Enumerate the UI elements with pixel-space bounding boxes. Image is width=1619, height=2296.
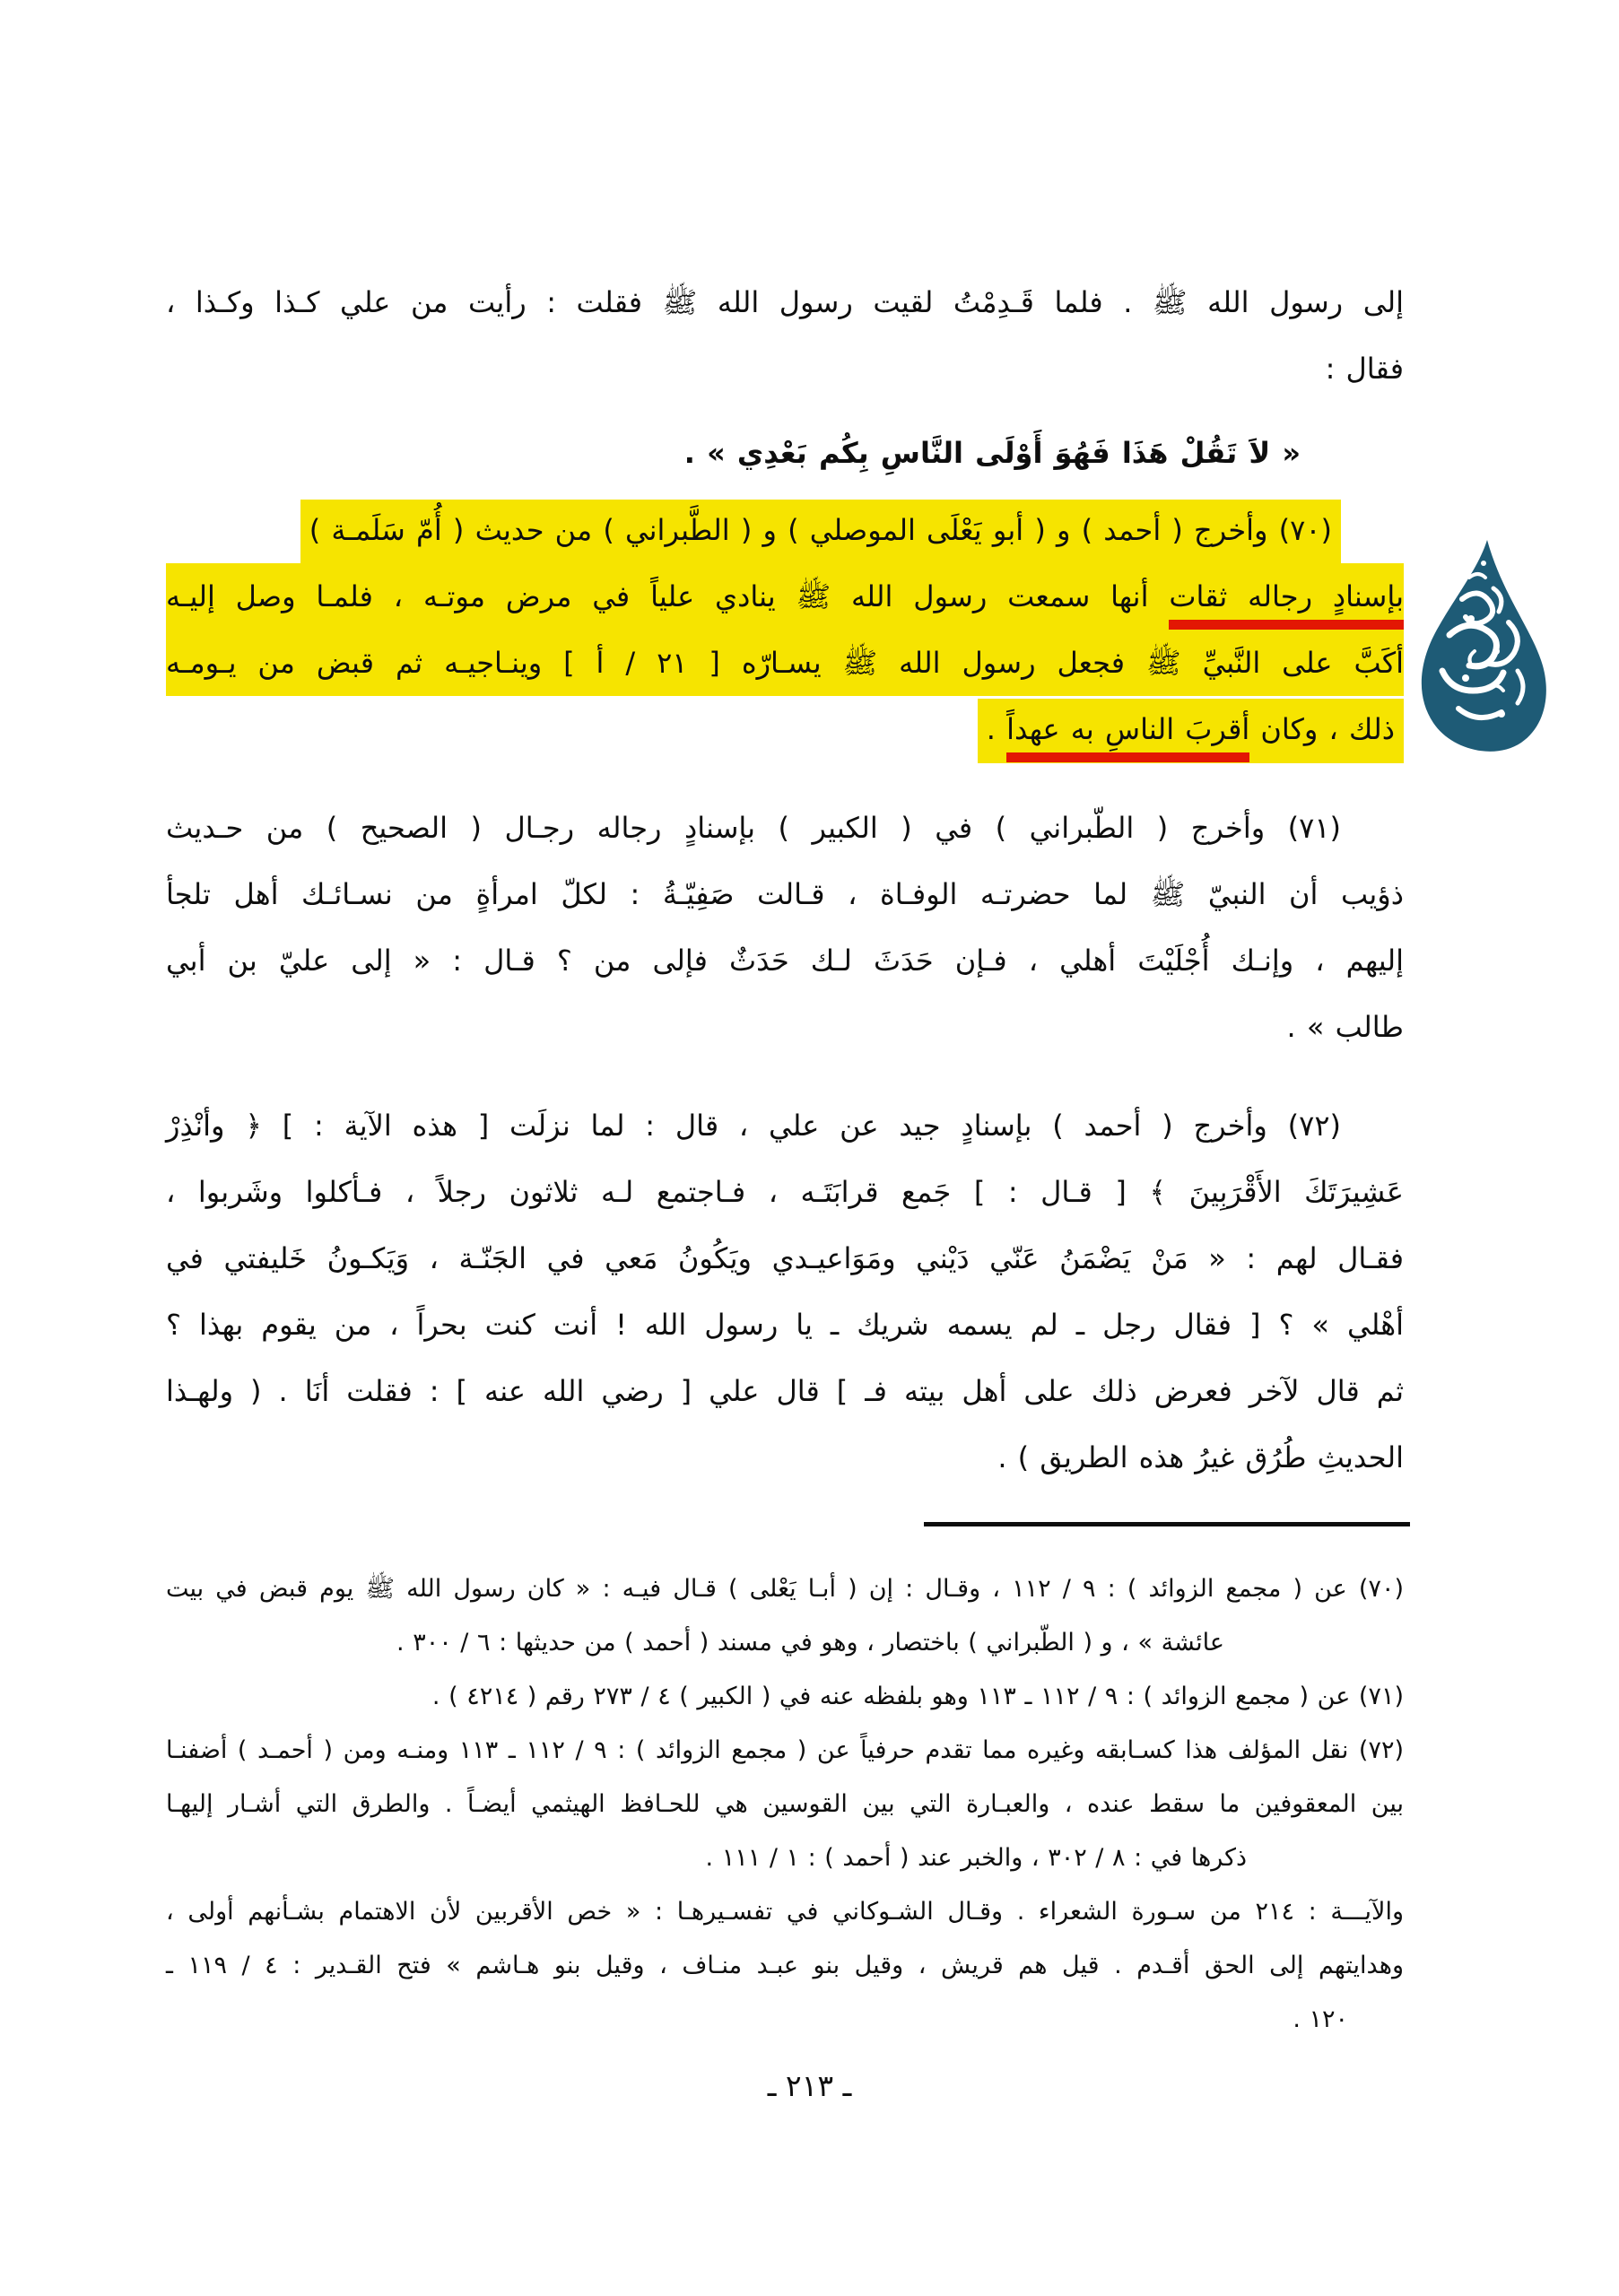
highlight-mark	[978, 699, 1404, 763]
red-underlined-phrase-isnad: بإسنادٍ رجاله ثقات	[1169, 579, 1404, 630]
p70-line-2-rest: أنها سمعت رسول الله ﷺ ينادي علياً في مرض موتـه ، فلمـا وصل إليـه	[166, 579, 1170, 613]
p72-line-3: فقـال لهم : « مَنْ يَضْمَنُ عَنّي دَيْني ومَوَاعيـدي ويَكُونُ مَعي في الجَنّـة ، وَيَكـونُ خَليفتي في	[166, 1241, 1404, 1275]
calligraphy-drop-watermark-icon	[1408, 536, 1552, 762]
fn70-line-2: عائشة » ، و ( الطّبراني ) باختصار ، وهو في مسند ( أحمد ) من حديثها : ٦ / ٣٠٠ .	[396, 1629, 1224, 1657]
fn72-line-6: ١٢٠ .	[1293, 2005, 1348, 2033]
p72-line-5: ثم قال لآخر فعرض ذلك على أهل بيته فـ ] قال علي [ رضي الله عنه ] : فقلت أنَا . ( ولهـذا	[166, 1374, 1404, 1408]
p70-line-3: أكَبَّ على النَّبيِّ ﷺ فجعل رسول الله ﷺ يسـارّه [ ٢١ / أ ] وينـاجيـه ثم قبض من يـومـه	[166, 630, 1404, 696]
p71-line-2: ذؤيب أن النبيّ ﷺ لما حضرتـه الوفـاة ، قـالت صَفِيّـةُ : لكلّ امرأةٍ من نسـائـك أهل تلجأ	[166, 877, 1404, 911]
p71-line-1: (٧١) وأخرج ( الطّبراني ) في ( الكبير ) بإسنادٍ رجاله رجـال ( الصحيح ) من حـديث	[166, 811, 1341, 845]
fn70-line-1: (٧٠) عن ( مجمع الزوائد ) : ٩ / ١١٢ ، وقـال : إن ( أبـا يَعْلى ) قـال فيـه : « كان رسول الله ﷺ يوم قبض في بيت	[166, 1575, 1404, 1603]
footnote-separator	[924, 1522, 1410, 1526]
hadith-72-paragraph	[166, 1092, 1404, 1491]
p71-line-3: إليهم ، وإنـك أُجْلَيْتَ أهلي ، فـإن حَدَثَ لـك حَدَثٌ فإلى من ؟ قـال : « إلى عليّ بن أبي	[166, 944, 1404, 978]
footnote-70	[166, 1562, 1404, 1670]
body-text	[166, 269, 1404, 1491]
fn72-line-4: والآيـــة : ٢١٤ من سـورة الشعراء . وقـال الشـوكاني في تفسـيرهـا : « خص الأقربين لأن الاهتمام بشـأنهم أولى ،	[166, 1898, 1404, 1926]
fn72-line-5: وهدايتهم إلى الحق أقـدم . قيل هم قريش ، وقيل بنو عبـد منـاف ، وقيل بنو هـاشم » فتح القـدير : ٤ / ١١٩ ـ	[166, 1952, 1404, 1979]
p72-line-1: (٧٢) وأخرج ( أحمد ) بإسنادٍ جيد عن علي ، قال : لما نزلَت [ هذه الآية : ] ﴿ وأنْذِرْ	[166, 1109, 1341, 1143]
p70-line-2	[166, 563, 1404, 630]
hadith-quote-line: « لاَ تَقُلْ هَذَا فَهُوَ أَوْلَى النَّاسِ بِكُم بَعْدِي » .	[683, 436, 1301, 470]
fn72-line-1: (٧٢) نقل المؤلف هذا كسـابقه وغيره مما تقدم حرفياً عن ( مجمع الزوائد ) : ٩ / ١١٢ ـ ١١٣ ومنـه ومن ( أحمـد ) أضفنـا	[166, 1736, 1405, 1764]
p70-line-4-tail: .	[986, 712, 1007, 746]
hadith-71-paragraph	[166, 795, 1404, 1060]
fn71-line-1: (٧١) عن ( مجمع الزوائد ) : ٩ / ١١٢ ـ ١١٣ وهو بلفظه عنه في ( الكبير ) ٤ / ٢٧٣ رقم ( ٤٢١٤ ) .	[431, 1683, 1404, 1710]
p70-line-4	[166, 696, 1404, 762]
page-number: ـ ٢١٣ ـ	[767, 2068, 852, 2103]
footnote-72	[166, 1724, 1404, 2047]
p71-line-4: طالب » .	[1286, 1010, 1404, 1044]
intro-line-1: إلى رسول الله ﷺ . فلما قَـدِمْتُ لقيت رسول الله ﷺ فقلت : رأيت من علي كـذا وكـذا ،	[166, 285, 1404, 319]
intro-line-2: فقال :	[1325, 352, 1404, 386]
p70-line-1	[166, 497, 1404, 563]
red-underlined-phrase-ahd: أقربَ الناسِ به عهداً	[1006, 712, 1249, 762]
p70-line-4-lead: ذلك ، وكان	[1249, 712, 1395, 746]
p72-line-6: الحديثِ طُرُق غيرُ هذه الطريق ) .	[997, 1440, 1404, 1474]
p72-line-2: عَشِيرَتَكَ الأَقْرَبِينَ ﴾ [ قـال : ] جَمع قرابَتَـه ، فـاجتمع لـه ثلاثون رجلاً ، فـأكلوا وشَربوا ،	[166, 1175, 1404, 1209]
hadith-70-highlighted-paragraph	[166, 497, 1404, 762]
p72-line-4: أهْلي » ؟ [ فقال رجل ـ لم يسمه شريك ـ يا رسول الله ! أنت كنت بحراً ، من يقوم بهذا ؟	[166, 1308, 1404, 1342]
intro-paragraph	[166, 269, 1404, 402]
footnote-71	[166, 1670, 1404, 1724]
highlight-mark: (٧٠) وأخرج ( أحمد ) و ( أبو يَعْلَى الموصلي ) و ( الطَّبراني ) من حديث ( أُمّ سَلَمـة )	[300, 500, 1341, 564]
footnotes-section	[166, 1562, 1404, 2047]
fn72-line-2: بين المعقوفين ما سقط عنده ، والعبـارة التي بين القوسين هي للحـافظ الهيثمي أيضـاً . والطرق التي أشـار إليهـا	[166, 1790, 1404, 1818]
fn72-line-3: ذكرها في : ٨ / ٣٠٢ ، والخبر عند ( أحمد ) : ١ / ١١١ .	[705, 1844, 1247, 1872]
